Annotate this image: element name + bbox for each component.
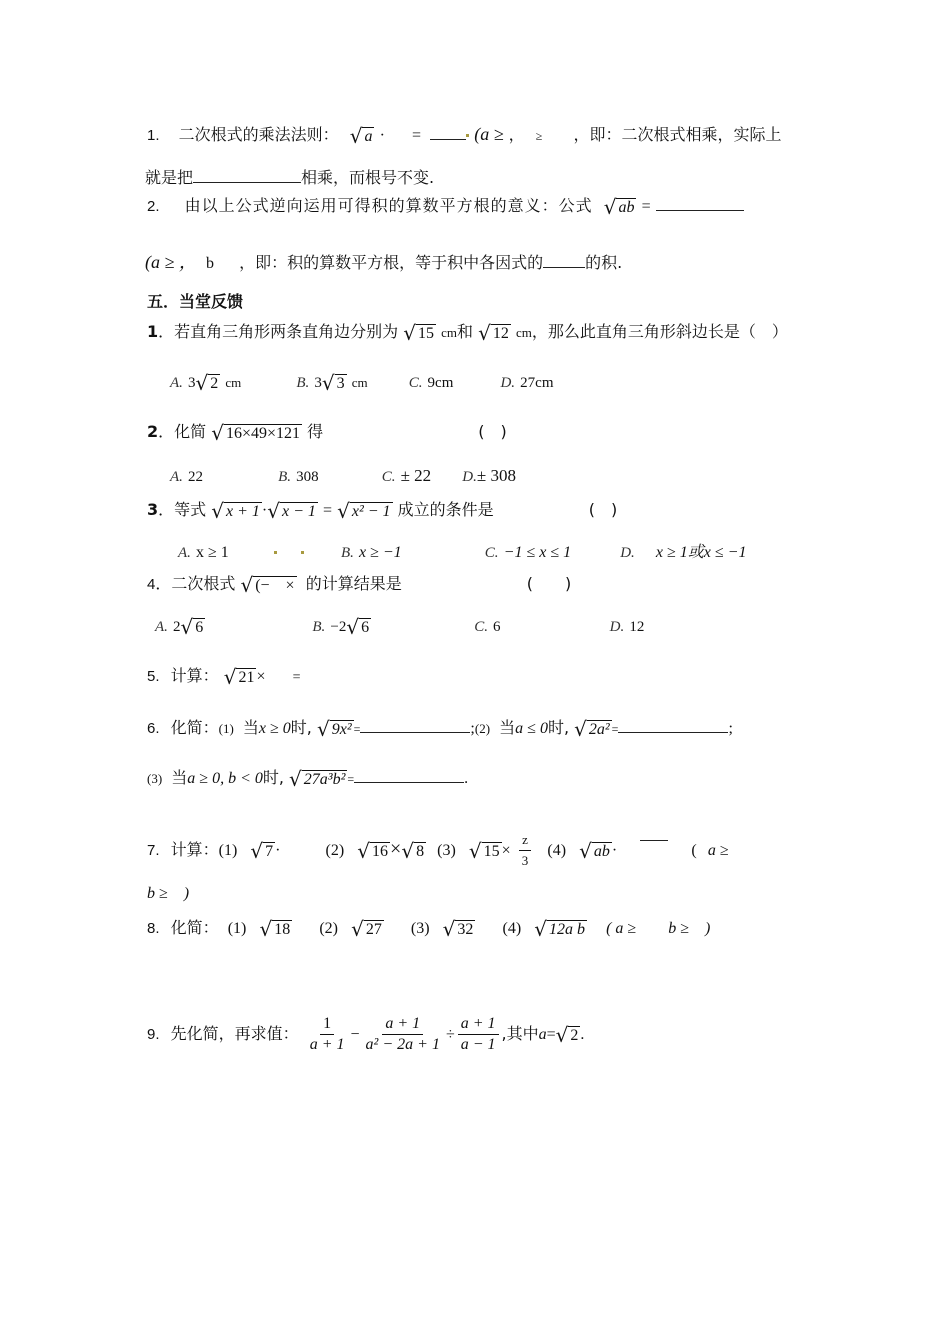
f2-option-b[interactable]: B. 308 [278, 469, 319, 485]
f6-shi1: 时, [290, 718, 312, 737]
f2-sqrt-product: √ 16×49×121 [211, 420, 301, 445]
f3-sqrt-x-minus-1: √ x − 1 [267, 498, 316, 523]
f4-answer-paren: ( ) [526, 574, 572, 593]
f1-sqrt-12: √ 12 [478, 320, 509, 345]
f1-sqrt-15: √ 15 [403, 320, 434, 345]
f1-cm1: cm [441, 325, 457, 340]
q1-dot: · [379, 127, 385, 144]
f4-number: 4 [147, 576, 156, 593]
q1-blank-factors [193, 168, 301, 183]
f9-question [147, 1014, 584, 1055]
f2-options [170, 466, 516, 487]
q2-tail2: 的积. [585, 253, 623, 272]
f8-part4-label: (4) [502, 920, 522, 937]
f7-fraction: $\frac{z}{3}$ [519, 830, 532, 871]
q2-sqrt-ab: √ ab [603, 194, 635, 219]
f4-option-a[interactable]: A. 2 √ 6 [155, 614, 204, 639]
f5-question [147, 666, 301, 688]
f7-cond-a: a ≥ [707, 842, 729, 859]
f4-option-c[interactable]: C. 6 [474, 619, 501, 635]
f7-line2: b ≥ ) [147, 885, 190, 902]
f6-end: . [464, 770, 469, 787]
q1-cond-open: (a ≥ [474, 124, 504, 144]
f6-part2-label: (2) [474, 721, 491, 736]
f2-tail: 得 [307, 422, 324, 441]
f7-sqrt-8: √ 8 [401, 838, 425, 863]
f1-and: 和 [456, 322, 473, 341]
f7-number: 7. [147, 842, 160, 859]
q2-b: b [205, 255, 214, 272]
q1-equals: = [411, 127, 422, 144]
f3-option-c[interactable]: C. −1 ≤ x ≤ 1 [484, 544, 572, 561]
f7-part3-label: (3) [437, 842, 456, 859]
q1-number: 1. [147, 127, 160, 144]
f9-fraction-2: $\frac{a + 1}{\text{a² − 2a + 1}}$ [365, 1015, 440, 1053]
f6-number: 6. [147, 720, 160, 737]
q2-text: 由以上公式逆向运用可得积的算数平方根的意义：公式 [184, 196, 593, 215]
f5-text: 计算： [170, 666, 219, 685]
f6-eq3: = [347, 772, 355, 786]
f9-var-a: a [538, 1026, 547, 1043]
f5-times: × [256, 668, 266, 685]
f9-equals: = [546, 1026, 556, 1043]
f7-sqrt-ab: √ ab [579, 838, 610, 863]
q1-text: 二次根式的乘法法则： [178, 125, 339, 144]
f2-option-d[interactable]: D.± 308 [462, 466, 516, 485]
f6-eq2: = [611, 722, 619, 736]
f2-question [147, 422, 507, 443]
q1-mark [466, 134, 469, 137]
f2-answer-paren: ( ) [478, 422, 507, 441]
f9-end: . [580, 1026, 585, 1043]
f9-text: 先化简，再求值： [170, 1024, 299, 1043]
f8-part1-label: (1) [227, 920, 247, 937]
q2-line2 [145, 252, 622, 274]
f7-cond-paren: ( [691, 842, 697, 859]
section-title: 五．当堂反馈 [147, 292, 244, 311]
q1-line2-end: 相乘，而根号不变. [301, 168, 435, 187]
f8-sqrt-12ab: √ 12a b [534, 916, 585, 941]
f6-semi2: ; [728, 720, 733, 737]
f6-blank3 [354, 768, 464, 783]
f3-equals: = [322, 502, 333, 519]
f1-question [147, 322, 788, 343]
f6-eq1: = [353, 722, 361, 736]
q1-tail: ，即：二次根式相乘，实际上 [573, 125, 782, 144]
f6-line1 [147, 718, 733, 739]
f3-number: 3 [147, 500, 159, 519]
f6-sqrt-2a2: √ 2a² [574, 716, 610, 741]
f7-sqrt-7: √ 7 [250, 838, 274, 863]
q1-sqrt-a: √ a [349, 123, 373, 148]
f8-sqrt-32: √ 32 [442, 916, 474, 941]
f1-options [170, 372, 553, 393]
f7-dot1: · [275, 842, 281, 859]
f6-blank2 [618, 718, 728, 733]
f9-tail: ,其中 [501, 1024, 539, 1043]
f4-option-b[interactable]: B. −2 √ 6 [312, 614, 370, 639]
q2-blank-factor [543, 253, 585, 268]
f1-option-d[interactable]: D. 27cm [500, 375, 554, 391]
f3-mark-2 [301, 551, 304, 554]
f8-part2-label: (2) [319, 920, 338, 937]
f6-sqrt-9x2: √ 9x² [316, 716, 352, 741]
f6-line2 [147, 768, 468, 789]
f1-text-b: ，那么此直角三角形斜边长是（ ） [531, 322, 788, 341]
f6-sqrt-27a3b2: √ 27a³b² [289, 766, 346, 791]
f7-sqrt-15: √ 15 [468, 838, 500, 863]
f6-when1: 当 [242, 718, 259, 737]
f6-when2: 当 [499, 718, 516, 737]
f6-part3-label: (3) [147, 771, 163, 786]
f7-dot4: · [611, 842, 618, 859]
q1-comma: ， [508, 125, 525, 144]
f8-question [147, 918, 710, 939]
f1-option-b[interactable]: B. 3 √ 3 cm [296, 370, 368, 395]
f5-sqrt-21: √ 21 [223, 664, 255, 689]
f6-text: 化简： [170, 718, 219, 737]
f6-semi1: ; [470, 720, 475, 737]
f4-text: ．二次根式 [155, 574, 236, 593]
f1-option-a[interactable]: A. 3 √ 2 cm [170, 370, 242, 395]
f9-divide: ÷ [445, 1026, 455, 1043]
f6-shi2: 时, [547, 718, 570, 737]
f6-cond3: a ≥ 0, b < 0 [187, 770, 263, 787]
f7-line1 [147, 830, 729, 871]
f7-part4-label: (4) [547, 842, 567, 859]
f8-cond: ( a ≥ b ≥ ) [606, 920, 711, 937]
f8-text: 化简： [170, 918, 219, 937]
f1-text-a: ．若直角三角形两条直角边分别为 [158, 322, 399, 341]
f2-number: 2 [147, 422, 159, 441]
f9-fraction-3: $\frac{a + 1}{a - 1}$ [458, 1014, 499, 1055]
q1-line2 [145, 168, 434, 188]
q1-ge: ≥ [535, 129, 543, 143]
f7-overline [640, 840, 668, 855]
f7-times2: × [390, 838, 402, 860]
f8-sqrt-18: √ 18 [259, 916, 291, 941]
f3-question [147, 500, 617, 521]
q2-line1 [147, 196, 744, 217]
q2-tail1: ，即：积的算数平方根，等于积中各因式的 [239, 253, 544, 272]
q2-number: 2. [147, 198, 160, 215]
f7-sqrt-16: √ 16 [357, 838, 389, 863]
f3-answer-paren: ( ) [588, 500, 618, 519]
f9-fraction-1: $\frac{1}{a + 1}$ [309, 1015, 345, 1053]
f4-option-d[interactable]: D. 12 [609, 619, 645, 635]
q1-blank-result [430, 125, 466, 140]
f6-cond1: x ≥ 0 [258, 720, 291, 737]
f4-options [155, 616, 644, 637]
f6-blank1 [360, 718, 470, 733]
f9-sqrt-2: √ 2 [555, 1022, 579, 1047]
f6-part1-label: (1) [218, 721, 234, 736]
f2-text: ．化简 [158, 422, 207, 441]
f4-sqrt-expr: √ (− × [240, 572, 295, 597]
f7-times3: × [501, 842, 511, 859]
f3-mark-1 [274, 551, 277, 554]
f8-number: 8. [147, 920, 160, 937]
f6-cond2: a ≤ 0 [515, 720, 548, 737]
f8-sqrt-27: √ 27 [351, 916, 382, 941]
f7-part2-label: (2) [325, 842, 345, 859]
f3-sqrt-x-plus-1: √ x + 1 [211, 498, 260, 523]
f1-cm2: cm [515, 325, 532, 340]
f3-option-b[interactable]: B. x ≥ −1 [340, 544, 402, 561]
f8-part3-label: (3) [410, 920, 430, 937]
q2-blank-result [656, 196, 744, 211]
q1-line1 [147, 124, 781, 146]
f4-tail: 的计算结果是 [305, 574, 402, 593]
f5-number: 5. [147, 668, 160, 685]
f6-shi3: 时, [262, 768, 284, 787]
f3-text: ．等式 [158, 500, 207, 519]
f2-option-a[interactable]: A. 22 [170, 469, 204, 485]
f7-text: 计算： [170, 840, 219, 859]
q2-equals: = [641, 198, 651, 215]
f6-when3: 当 [171, 768, 188, 787]
f3-sqrt-x2-minus-1: √ x² − 1 [337, 498, 391, 523]
f3-option-d[interactable]: D. x ≥ 1或x ≤ −1 [620, 544, 747, 561]
q1-line2-start: 就是把 [145, 168, 194, 187]
f9-minus: − [350, 1026, 360, 1043]
f7-part1-label: (1) [218, 842, 238, 859]
f3-tail: 成立的条件是 [397, 500, 494, 519]
f3-dot: · [261, 502, 268, 519]
f4-question [147, 574, 571, 595]
q2-cond: (a ≥ ， [145, 252, 197, 272]
f5-equals: = [292, 670, 301, 685]
f9-number: 9. [147, 1026, 160, 1043]
f1-number: 1 [147, 322, 159, 341]
f1-option-c[interactable]: C. 9cm [408, 375, 454, 391]
f3-options [178, 542, 746, 563]
f3-option-a[interactable]: A. x ≥ 1 [178, 544, 229, 561]
f2-option-c[interactable]: C. ± 22 [381, 466, 432, 485]
